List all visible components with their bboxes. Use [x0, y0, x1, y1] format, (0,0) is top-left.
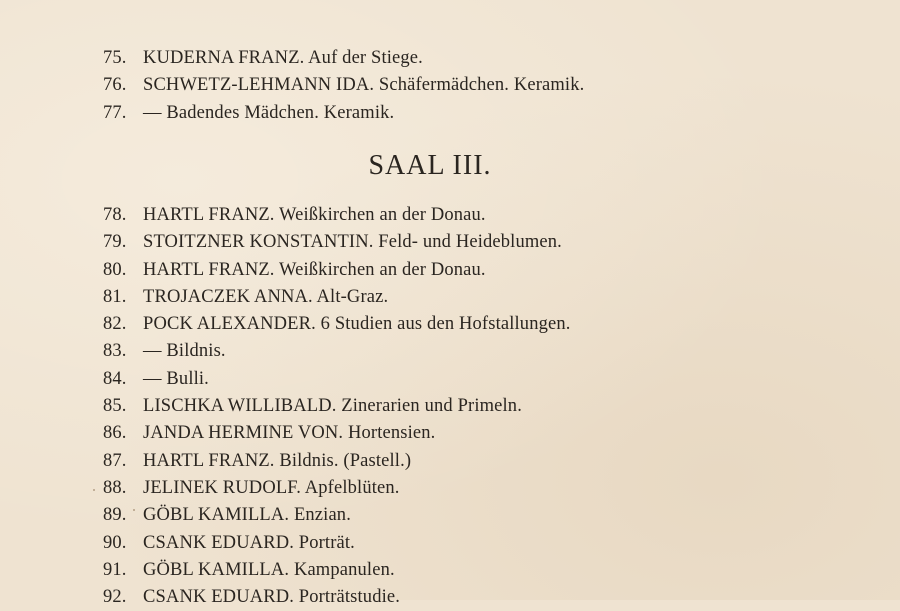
entry-number: 84.	[103, 368, 127, 389]
catalog-entry	[0, 530, 900, 557]
entry-text: TROJACZEK ANNA. Alt-Graz.	[143, 286, 389, 307]
entry-text: HARTL FRANZ. Weißkirchen an der Donau.	[143, 259, 486, 280]
entry-text: LISCHKA WILLIBALD. Zinerarien und Primeln.	[143, 396, 522, 417]
entry-number: 91.	[103, 559, 127, 580]
entry-text: — Bildnis.	[143, 341, 226, 362]
entry-number: 76.	[103, 75, 127, 96]
entry-number: 83.	[103, 341, 127, 362]
entry-text: STOITZNER KONSTANTIN. Feld- und Heideblumen.	[143, 232, 562, 253]
entry-number: 81.	[103, 286, 127, 307]
entry-number: 90.	[103, 532, 127, 553]
catalog-entry	[0, 393, 900, 420]
catalog-entry	[0, 202, 900, 229]
catalog-entry	[0, 45, 900, 72]
paper-speck	[93, 489, 95, 491]
catalog-list-main	[0, 202, 900, 611]
entry-number: 85.	[103, 396, 127, 417]
paper-speck	[133, 509, 135, 511]
entry-number: 77.	[103, 102, 127, 123]
entry-text: — Badendes Mädchen. Keramik.	[143, 102, 395, 123]
catalog-entry	[0, 72, 900, 99]
catalog-entry	[0, 448, 900, 475]
section-heading: SAAL III.	[368, 150, 492, 181]
catalog-entry	[0, 475, 900, 502]
catalog-entry	[0, 420, 900, 447]
entry-number: 87.	[103, 450, 127, 471]
entry-number: 88.	[103, 477, 127, 498]
catalog-entry	[0, 584, 900, 611]
catalog-list-top	[0, 45, 900, 127]
entry-text: GÖBL KAMILLA. Kampanulen.	[143, 559, 395, 580]
entry-text: CSANK EDUARD. Porträt.	[143, 532, 355, 553]
catalog-entry	[0, 229, 900, 256]
entry-number: 78.	[103, 205, 127, 225]
entry-number: 75.	[103, 48, 127, 68]
entry-number: 80.	[103, 259, 127, 280]
entry-text: JANDA HERMINE VON. Hortensien.	[143, 423, 436, 444]
entry-text: HARTL FRANZ. Bildnis. (Pastell.)	[143, 450, 412, 471]
catalog-entry	[0, 366, 900, 393]
entry-text: — Bulli.	[143, 368, 209, 389]
entry-text: SCHWETZ-LEHMANN IDA. Schäfermädchen. Keramik.	[143, 75, 585, 96]
entry-number: 92.	[103, 587, 127, 608]
entry-text: GÖBL KAMILLA. Enzian.	[143, 505, 351, 526]
catalog-entry	[0, 338, 900, 365]
catalog-entry	[0, 502, 900, 529]
entry-number: 89.	[103, 505, 127, 526]
catalog-entry	[0, 284, 900, 311]
entry-number: 82.	[103, 314, 127, 335]
entry-text: KUDERNA FRANZ. Auf der Stiege.	[143, 48, 423, 68]
catalog-entry	[0, 257, 900, 284]
catalog-entry	[0, 100, 900, 127]
entry-number: 79.	[103, 232, 127, 253]
entry-text: POCK ALEXANDER. 6 Studien aus den Hofstallungen.	[143, 314, 571, 335]
entry-number: 86.	[103, 423, 127, 444]
catalog-entry	[0, 311, 900, 338]
entry-text: JELINEK RUDOLF. Apfelblüten.	[143, 477, 400, 498]
catalog-entry	[0, 557, 900, 584]
entry-text: HARTL FRANZ. Weißkirchen an der Donau.	[143, 205, 486, 225]
entry-text: CSANK EDUARD. Porträtstudie.	[143, 587, 401, 608]
